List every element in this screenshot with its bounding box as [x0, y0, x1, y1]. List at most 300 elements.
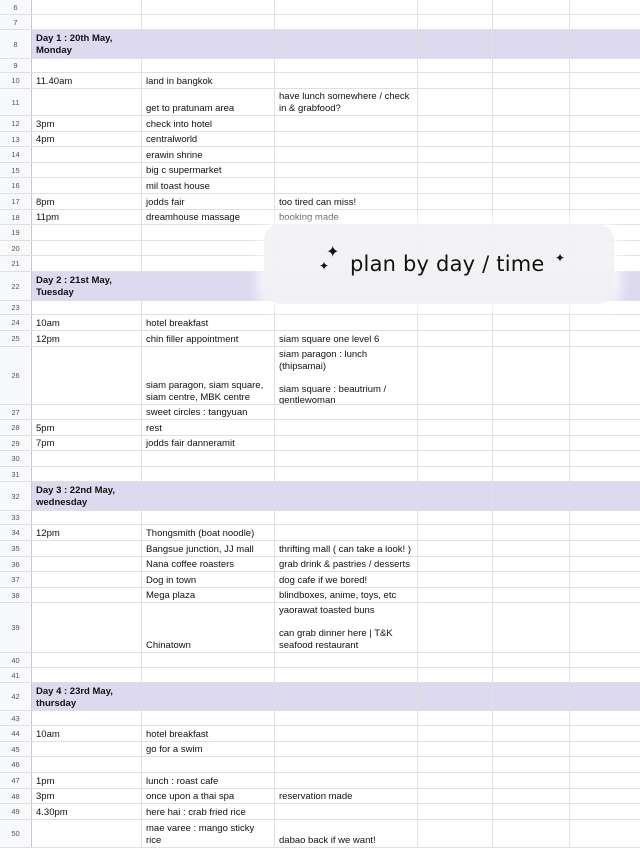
- grid-cell[interactable]: [32, 147, 142, 162]
- grid-cell[interactable]: [418, 89, 493, 115]
- grid-cell[interactable]: [142, 742, 275, 756]
- grid-cell[interactable]: [32, 451, 142, 466]
- row-number[interactable]: 46: [0, 757, 32, 772]
- row-number[interactable]: 20: [0, 241, 32, 255]
- grid-cell[interactable]: [275, 482, 418, 510]
- grid-cell[interactable]: [32, 820, 142, 847]
- grid-cell[interactable]: [142, 451, 275, 466]
- grid-cell[interactable]: [418, 757, 493, 772]
- grid-cell[interactable]: [32, 59, 142, 72]
- time-cell-text: 12pm: [36, 527, 60, 539]
- grid-cell[interactable]: [142, 711, 275, 725]
- grid-cell[interactable]: [142, 511, 275, 524]
- grid-cell[interactable]: [493, 588, 570, 602]
- grid-cell[interactable]: [570, 132, 640, 146]
- grid-cell[interactable]: [32, 525, 142, 540]
- grid-cell[interactable]: [570, 73, 640, 88]
- grid-cell[interactable]: [418, 804, 493, 819]
- grid-cell[interactable]: [493, 572, 570, 587]
- grid-cell[interactable]: [418, 451, 493, 466]
- grid-cell[interactable]: [418, 132, 493, 146]
- grid-cell[interactable]: [418, 773, 493, 788]
- row-number[interactable]: 43: [0, 711, 32, 725]
- row-number[interactable]: 15: [0, 163, 32, 177]
- row-number[interactable]: 34: [0, 525, 32, 540]
- grid-cell[interactable]: [418, 210, 493, 224]
- grid-cell[interactable]: [493, 147, 570, 162]
- grid-cell[interactable]: [418, 668, 493, 682]
- grid-cell[interactable]: [142, 241, 275, 255]
- grid-cell[interactable]: [493, 331, 570, 346]
- grid-cell[interactable]: [32, 420, 142, 435]
- grid-cell[interactable]: [493, 820, 570, 847]
- grid-cell[interactable]: [32, 711, 142, 725]
- grid-cell[interactable]: [493, 603, 570, 652]
- grid-cell[interactable]: [418, 116, 493, 131]
- grid-cell[interactable]: [418, 572, 493, 587]
- grid-cell[interactable]: [418, 467, 493, 481]
- row-number[interactable]: 11: [0, 89, 32, 115]
- grid-cell[interactable]: [570, 711, 640, 725]
- grid-cell[interactable]: [570, 467, 640, 481]
- grid-cell[interactable]: [275, 30, 418, 58]
- grid-cell[interactable]: [32, 804, 142, 819]
- grid-cell[interactable]: [32, 668, 142, 682]
- row-number[interactable]: 50: [0, 820, 32, 847]
- grid-cell[interactable]: [275, 315, 418, 330]
- grid-cell[interactable]: [493, 467, 570, 481]
- grid-cell[interactable]: [142, 420, 275, 435]
- grid-cell[interactable]: [275, 451, 418, 466]
- grid-cell[interactable]: [275, 420, 418, 435]
- grid-cell[interactable]: [493, 30, 570, 58]
- grid-cell[interactable]: [493, 804, 570, 819]
- row-number[interactable]: 25: [0, 331, 32, 346]
- row-number[interactable]: 23: [0, 301, 32, 314]
- grid-cell[interactable]: [275, 603, 418, 652]
- grid-cell[interactable]: [570, 511, 640, 524]
- row-number[interactable]: 36: [0, 557, 32, 571]
- grid-cell[interactable]: [493, 0, 570, 14]
- row-number[interactable]: 31: [0, 467, 32, 481]
- grid-cell[interactable]: [570, 789, 640, 803]
- grid-cell[interactable]: [142, 405, 275, 419]
- grid-cell[interactable]: [570, 194, 640, 209]
- grid-cell[interactable]: [418, 541, 493, 556]
- row-number[interactable]: 9: [0, 59, 32, 72]
- grid-cell[interactable]: [142, 256, 275, 271]
- row-number[interactable]: 16: [0, 178, 32, 193]
- grid-cell[interactable]: [493, 773, 570, 788]
- grid-cell[interactable]: [142, 603, 275, 652]
- grid-cell[interactable]: [570, 405, 640, 419]
- row-number[interactable]: 28: [0, 420, 32, 435]
- row-number[interactable]: 24: [0, 315, 32, 330]
- grid-cell[interactable]: [570, 178, 640, 193]
- grid-cell[interactable]: [418, 30, 493, 58]
- grid-cell[interactable]: [493, 315, 570, 330]
- grid-cell[interactable]: [142, 331, 275, 346]
- grid-cell[interactable]: [275, 789, 418, 803]
- grid-cell[interactable]: [32, 301, 142, 314]
- grid-cell[interactable]: [275, 711, 418, 725]
- table-row: [0, 147, 640, 163]
- grid-cell[interactable]: [493, 789, 570, 803]
- grid-cell[interactable]: [418, 588, 493, 602]
- grid-cell[interactable]: [275, 557, 418, 571]
- row-number[interactable]: 49: [0, 804, 32, 819]
- grid-cell[interactable]: [418, 163, 493, 177]
- grid-cell[interactable]: [493, 132, 570, 146]
- row-number[interactable]: 6: [0, 0, 32, 14]
- grid-cell[interactable]: [32, 405, 142, 419]
- grid-cell[interactable]: [275, 73, 418, 88]
- grid-cell[interactable]: [493, 541, 570, 556]
- grid-cell[interactable]: [418, 525, 493, 540]
- grid-cell[interactable]: [142, 588, 275, 602]
- row-number[interactable]: 14: [0, 147, 32, 162]
- grid-cell[interactable]: [275, 163, 418, 177]
- grid-cell[interactable]: [418, 194, 493, 209]
- grid-cell[interactable]: [418, 820, 493, 847]
- grid-cell[interactable]: [493, 116, 570, 131]
- grid-cell[interactable]: [142, 572, 275, 587]
- row-number[interactable]: 7: [0, 15, 32, 29]
- grid-cell[interactable]: [142, 436, 275, 450]
- grid-cell[interactable]: [142, 225, 275, 240]
- grid-cell[interactable]: [570, 742, 640, 756]
- grid-cell[interactable]: [275, 436, 418, 450]
- grid-cell[interactable]: [493, 668, 570, 682]
- row-number[interactable]: 8: [0, 30, 32, 58]
- grid-cell[interactable]: [570, 668, 640, 682]
- grid-cell[interactable]: [142, 147, 275, 162]
- grid-cell[interactable]: [570, 804, 640, 819]
- grid-cell[interactable]: [493, 194, 570, 209]
- grid-cell[interactable]: [275, 541, 418, 556]
- grid-cell[interactable]: [418, 603, 493, 652]
- grid-cell[interactable]: [418, 315, 493, 330]
- grid-cell[interactable]: [570, 603, 640, 652]
- grid-cell[interactable]: [570, 541, 640, 556]
- grid-cell[interactable]: [142, 668, 275, 682]
- row-number[interactable]: 26: [0, 347, 32, 404]
- grid-cell[interactable]: [418, 73, 493, 88]
- grid-cell[interactable]: [142, 525, 275, 540]
- grid-cell[interactable]: [275, 742, 418, 756]
- row-number[interactable]: 40: [0, 653, 32, 667]
- grid-cell[interactable]: [418, 653, 493, 667]
- grid-cell[interactable]: [32, 436, 142, 450]
- grid-cell[interactable]: [418, 789, 493, 803]
- grid-cell[interactable]: [32, 757, 142, 772]
- grid-cell[interactable]: [493, 59, 570, 72]
- grid-cell[interactable]: [570, 116, 640, 131]
- grid-cell[interactable]: [275, 347, 418, 404]
- grid-cell[interactable]: [275, 511, 418, 524]
- grid-cell[interactable]: [570, 0, 640, 14]
- grid-cell[interactable]: [493, 711, 570, 725]
- grid-cell[interactable]: [142, 820, 275, 847]
- grid-cell[interactable]: [32, 511, 142, 524]
- grid-cell[interactable]: [570, 89, 640, 115]
- grid-cell[interactable]: [418, 59, 493, 72]
- grid-cell[interactable]: [142, 116, 275, 131]
- grid-cell[interactable]: [570, 588, 640, 602]
- grid-cell[interactable]: [32, 178, 142, 193]
- grid-cell[interactable]: [142, 89, 275, 115]
- grid-cell[interactable]: [418, 557, 493, 571]
- grid-cell[interactable]: [570, 451, 640, 466]
- grid-cell[interactable]: [570, 30, 640, 58]
- grid-cell[interactable]: [32, 773, 142, 788]
- grid-cell[interactable]: [142, 178, 275, 193]
- grid-cell[interactable]: [493, 405, 570, 419]
- grid-cell[interactable]: [493, 451, 570, 466]
- grid-cell[interactable]: [275, 820, 418, 847]
- grid-cell[interactable]: [275, 653, 418, 667]
- grid-cell[interactable]: [142, 773, 275, 788]
- row-number[interactable]: 27: [0, 405, 32, 419]
- grid-cell[interactable]: [142, 59, 275, 72]
- grid-cell[interactable]: [275, 0, 418, 14]
- grid-cell[interactable]: [418, 511, 493, 524]
- row-number[interactable]: 13: [0, 132, 32, 146]
- grid-cell[interactable]: [418, 711, 493, 725]
- grid-cell[interactable]: [275, 89, 418, 115]
- row-number[interactable]: 19: [0, 225, 32, 240]
- grid-cell[interactable]: [275, 194, 418, 209]
- grid-cell[interactable]: [275, 467, 418, 481]
- grid-cell[interactable]: [418, 482, 493, 510]
- grid-cell[interactable]: [142, 15, 275, 29]
- grid-cell[interactable]: [32, 73, 142, 88]
- row-number[interactable]: 38: [0, 588, 32, 602]
- grid-cell[interactable]: [32, 116, 142, 131]
- grid-cell[interactable]: [570, 653, 640, 667]
- row-number[interactable]: 30: [0, 451, 32, 466]
- grid-cell[interactable]: [142, 557, 275, 571]
- grid-cell[interactable]: [570, 773, 640, 788]
- grid-cell[interactable]: [142, 467, 275, 481]
- grid-cell[interactable]: [32, 572, 142, 587]
- grid-cell[interactable]: [275, 525, 418, 540]
- grid-cell[interactable]: [418, 178, 493, 193]
- row-number[interactable]: 35: [0, 541, 32, 556]
- grid-cell[interactable]: [142, 683, 275, 710]
- grid-cell[interactable]: [142, 272, 275, 300]
- grid-cell[interactable]: [32, 272, 142, 300]
- grid-cell[interactable]: [493, 347, 570, 404]
- row-number[interactable]: 45: [0, 742, 32, 756]
- grid-cell[interactable]: [493, 210, 570, 224]
- row-number[interactable]: 44: [0, 726, 32, 741]
- grid-cell[interactable]: [32, 683, 142, 710]
- grid-cell[interactable]: [275, 588, 418, 602]
- grid-cell[interactable]: [32, 225, 142, 240]
- grid-cell[interactable]: [275, 804, 418, 819]
- grid-cell[interactable]: [32, 0, 142, 14]
- grid-cell[interactable]: [570, 820, 640, 847]
- grid-cell[interactable]: [32, 194, 142, 209]
- grid-cell[interactable]: [32, 315, 142, 330]
- row-number[interactable]: 32: [0, 482, 32, 510]
- grid-cell[interactable]: [32, 588, 142, 602]
- grid-cell[interactable]: [493, 742, 570, 756]
- grid-cell[interactable]: [142, 301, 275, 314]
- grid-cell[interactable]: [142, 210, 275, 224]
- grid-cell[interactable]: [142, 804, 275, 819]
- row-number[interactable]: 18: [0, 210, 32, 224]
- row-number[interactable]: 37: [0, 572, 32, 587]
- grid-cell[interactable]: [142, 757, 275, 772]
- grid-cell[interactable]: [570, 15, 640, 29]
- grid-cell[interactable]: [570, 147, 640, 162]
- grid-cell[interactable]: [142, 347, 275, 404]
- grid-cell[interactable]: [493, 163, 570, 177]
- grid-cell[interactable]: [418, 0, 493, 14]
- grid-cell[interactable]: [418, 15, 493, 29]
- grid-cell[interactable]: [275, 572, 418, 587]
- grid-cell[interactable]: [493, 653, 570, 667]
- grid-cell[interactable]: [570, 683, 640, 710]
- grid-cell[interactable]: [32, 132, 142, 146]
- grid-cell[interactable]: [570, 59, 640, 72]
- grid-cell[interactable]: [32, 467, 142, 481]
- grid-cell[interactable]: [32, 89, 142, 115]
- grid-cell[interactable]: [418, 420, 493, 435]
- grid-cell[interactable]: [142, 653, 275, 667]
- grid-cell[interactable]: [418, 683, 493, 710]
- grid-cell[interactable]: [570, 525, 640, 540]
- grid-cell[interactable]: [275, 116, 418, 131]
- grid-cell[interactable]: [570, 726, 640, 741]
- grid-cell[interactable]: [275, 668, 418, 682]
- grid-cell[interactable]: [570, 210, 640, 224]
- grid-cell[interactable]: [32, 742, 142, 756]
- grid-cell[interactable]: [32, 541, 142, 556]
- grid-cell[interactable]: [142, 789, 275, 803]
- grid-cell[interactable]: [418, 726, 493, 741]
- grid-cell[interactable]: [570, 331, 640, 346]
- grid-cell[interactable]: [570, 347, 640, 404]
- grid-cell[interactable]: [275, 405, 418, 419]
- grid-cell[interactable]: [32, 15, 142, 29]
- grid-cell[interactable]: [570, 482, 640, 510]
- grid-cell[interactable]: [493, 89, 570, 115]
- grid-cell[interactable]: [493, 482, 570, 510]
- row-number[interactable]: 17: [0, 194, 32, 209]
- grid-cell[interactable]: [493, 557, 570, 571]
- row-number[interactable]: 48: [0, 789, 32, 803]
- grid-cell[interactable]: [493, 420, 570, 435]
- grid-cell[interactable]: [418, 742, 493, 756]
- grid-cell[interactable]: [32, 789, 142, 803]
- grid-cell[interactable]: [570, 757, 640, 772]
- grid-cell[interactable]: [32, 557, 142, 571]
- grid-cell[interactable]: [142, 315, 275, 330]
- grid-cell[interactable]: [493, 15, 570, 29]
- row-number[interactable]: 10: [0, 73, 32, 88]
- grid-cell[interactable]: [493, 757, 570, 772]
- day-header-row: [0, 482, 640, 511]
- row-number[interactable]: 39: [0, 603, 32, 652]
- grid-cell[interactable]: [570, 436, 640, 450]
- row-number[interactable]: 33: [0, 511, 32, 524]
- grid-cell[interactable]: [32, 726, 142, 741]
- grid-cell[interactable]: [32, 603, 142, 652]
- grid-cell[interactable]: [418, 331, 493, 346]
- grid-cell[interactable]: [493, 511, 570, 524]
- grid-cell[interactable]: [493, 178, 570, 193]
- grid-cell[interactable]: [418, 405, 493, 419]
- grid-cell[interactable]: [275, 15, 418, 29]
- grid-cell[interactable]: [32, 347, 142, 404]
- grid-cell[interactable]: [32, 653, 142, 667]
- grid-cell[interactable]: [142, 30, 275, 58]
- grid-cell[interactable]: [275, 757, 418, 772]
- grid-cell[interactable]: [32, 331, 142, 346]
- grid-cell[interactable]: [142, 482, 275, 510]
- grid-cell[interactable]: [275, 210, 418, 224]
- grid-cell[interactable]: [32, 482, 142, 510]
- grid-cell[interactable]: [275, 147, 418, 162]
- grid-cell[interactable]: [32, 210, 142, 224]
- grid-cell[interactable]: [142, 726, 275, 741]
- grid-cell[interactable]: [275, 683, 418, 710]
- grid-cell[interactable]: [32, 241, 142, 255]
- grid-cell[interactable]: [142, 163, 275, 177]
- row-number[interactable]: 22: [0, 272, 32, 300]
- grid-cell[interactable]: [142, 73, 275, 88]
- grid-cell[interactable]: [142, 541, 275, 556]
- grid-cell[interactable]: [142, 132, 275, 146]
- grid-cell[interactable]: [570, 572, 640, 587]
- row-number[interactable]: 41: [0, 668, 32, 682]
- row-number[interactable]: 29: [0, 436, 32, 450]
- row-number[interactable]: 21: [0, 256, 32, 271]
- grid-cell[interactable]: [275, 178, 418, 193]
- table-row: [0, 194, 640, 210]
- grid-cell[interactable]: [570, 557, 640, 571]
- grid-cell[interactable]: [275, 773, 418, 788]
- grid-cell[interactable]: [32, 30, 142, 58]
- row-number[interactable]: 12: [0, 116, 32, 131]
- grid-cell[interactable]: [275, 59, 418, 72]
- time-cell-text: 11.40am: [36, 75, 73, 87]
- grid-cell[interactable]: [142, 194, 275, 209]
- grid-cell[interactable]: [493, 525, 570, 540]
- grid-cell[interactable]: [142, 0, 275, 14]
- row-number[interactable]: 42: [0, 683, 32, 710]
- grid-cell[interactable]: [32, 163, 142, 177]
- grid-cell[interactable]: [418, 147, 493, 162]
- grid-cell[interactable]: [275, 132, 418, 146]
- grid-cell[interactable]: [493, 726, 570, 741]
- grid-cell[interactable]: [493, 436, 570, 450]
- grid-cell[interactable]: [493, 73, 570, 88]
- row-number[interactable]: 47: [0, 773, 32, 788]
- grid-cell[interactable]: [32, 256, 142, 271]
- grid-cell[interactable]: [275, 331, 418, 346]
- grid-cell[interactable]: [570, 163, 640, 177]
- grid-cell[interactable]: [275, 726, 418, 741]
- grid-cell[interactable]: [570, 315, 640, 330]
- grid-cell[interactable]: [493, 683, 570, 710]
- grid-cell[interactable]: [570, 420, 640, 435]
- grid-cell[interactable]: [418, 436, 493, 450]
- grid-cell[interactable]: [418, 347, 493, 404]
